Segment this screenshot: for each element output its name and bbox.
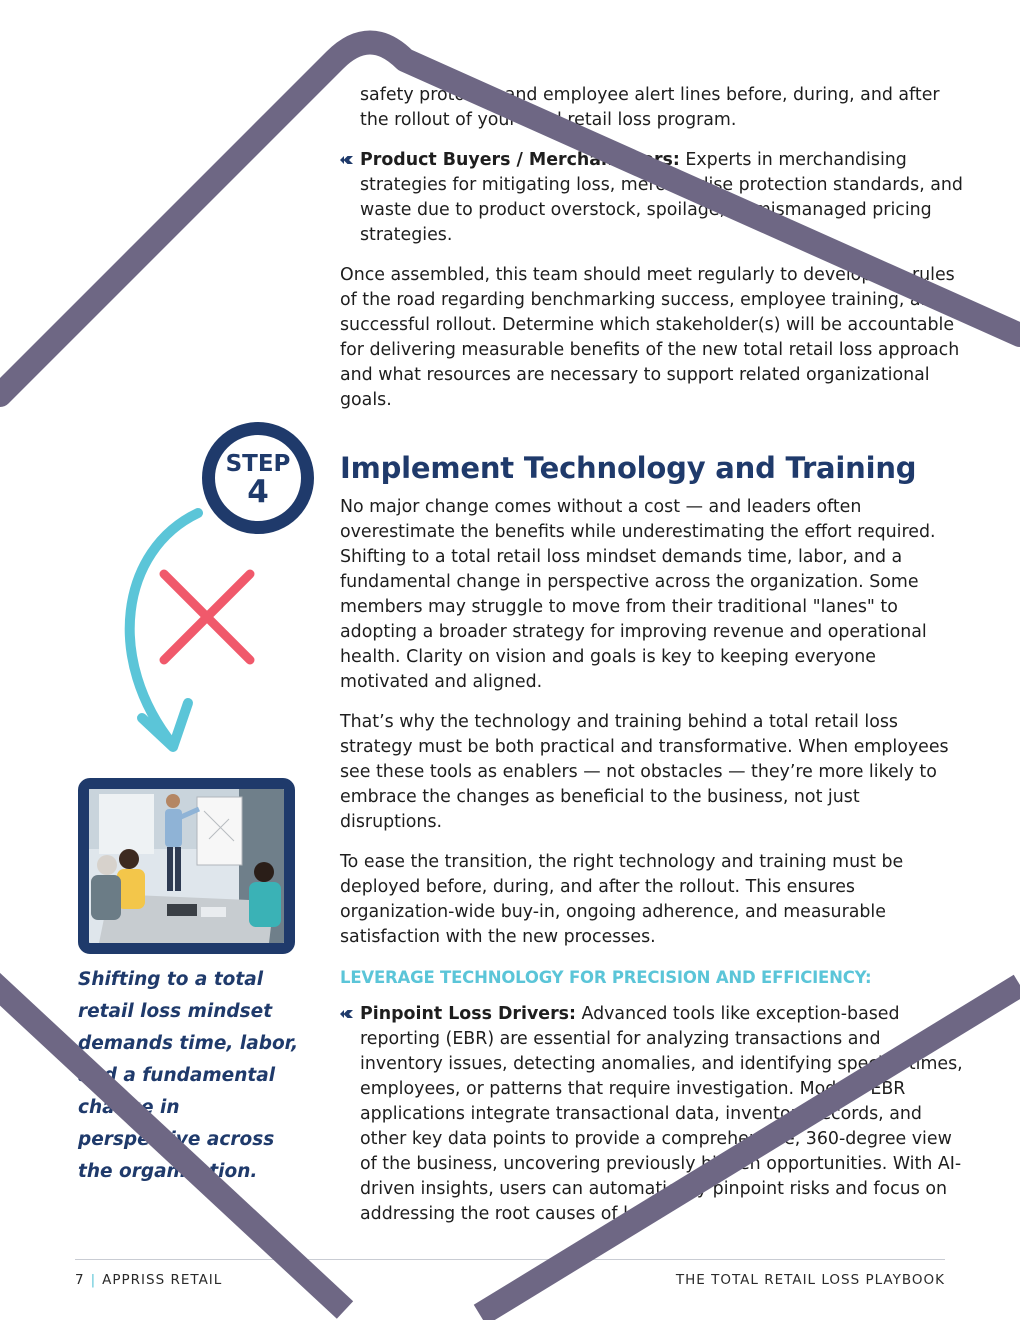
bullet-continuation: safety protocols and employee alert lines before, during, and after the rollout of your total retail loss program. <box>360 85 940 130</box>
section-heading: Implement Technology and Training <box>340 451 917 485</box>
section-paragraph: No major change comes without a cost — and leaders often overestimate the benefits while underestimating the effort required. Shifting to a total retail loss mindset demands time, labor, and a fundamental change in perspective across the organization. Some members may struggle to move from their traditional "lanes" to adopting a broader strategy for improving revenue and operational health. Clarity on vision and goals is key to keeping everyone motivated and aligned. <box>340 497 936 692</box>
section-paragraph: To ease the transition, the right technology and training must be deployed before, during, and after the rollout. This ensures organization-wide buy-in, ongoing adherence, and measurable satisfaction with the new processes. <box>340 852 904 947</box>
bullet-label: Pinpoint Loss Drivers: <box>360 1004 576 1024</box>
bullet-label: Product Buyers / Merchandisers: <box>360 150 680 170</box>
company-name: APPRISS RETAIL <box>102 1272 223 1288</box>
step-number: 4 <box>247 474 269 510</box>
bullet-pinpoint-loss-drivers <box>340 1002 965 1227</box>
meeting-photo <box>78 778 295 954</box>
diamond-bullet-icon <box>340 1009 354 1019</box>
page-number: 7 <box>75 1272 85 1288</box>
document-title: THE TOTAL RETAIL LOSS PLAYBOOK <box>675 1272 945 1288</box>
bullet-product-buyers <box>340 148 965 248</box>
meeting-scene-image <box>89 789 284 943</box>
step-label: STEP <box>225 451 291 477</box>
section-paragraph: That’s why the technology and training behind a total retail loss strategy must be both practical and transformative. When employees see these tools as enablers — not obstacles — they’re more likely to embrace the changes as beneficial to the business, not just disruptions. <box>340 712 949 832</box>
footer-left <box>75 1272 222 1288</box>
diamond-bullet-icon <box>340 155 354 165</box>
sidebar-caption: Shifting to a total retail loss mindset demands time, labor, and a fundamental change in perspective across the organization. <box>78 969 299 1182</box>
footer-divider <box>75 1259 945 1260</box>
x-mark-icon <box>158 568 256 666</box>
bullet-text: Advanced tools like exception-based reporting (EBR) are essential for analyzing transactions and inventory issues, detecting anomalies, and identifying specific times, employees, or patterns that require investigation. Modern EBR applications integrate transactional data, inventory records, and other key data points to provide a comprehensive, 360-degree view of the business, uncovering previously hidden opportunities. With AI-driven insights, users can automatically pinpoint risks and focus on addressing the root causes of loss. <box>360 1004 963 1224</box>
bullet-text: Experts in merchandising strategies for mitigating loss, merchandise protection standards, and waste due to product overstock, spoilage, or mismanaged pricing strategies. <box>360 150 963 245</box>
paragraph-assembled: Once assembled, this team should meet regularly to develop the rules of the road regarding benchmarking success, employee training, and successful rollout. Determine which stakeholder(s) will be accountable for delivering measurable benefits of the new total retail loss approach and what resources are necessary to support related organizational goals. <box>340 265 960 410</box>
section-subheading: LEVERAGE TECHNOLOGY FOR PRECISION AND EFFICIENCY: <box>340 968 872 987</box>
footer-separator: | <box>90 1272 97 1288</box>
